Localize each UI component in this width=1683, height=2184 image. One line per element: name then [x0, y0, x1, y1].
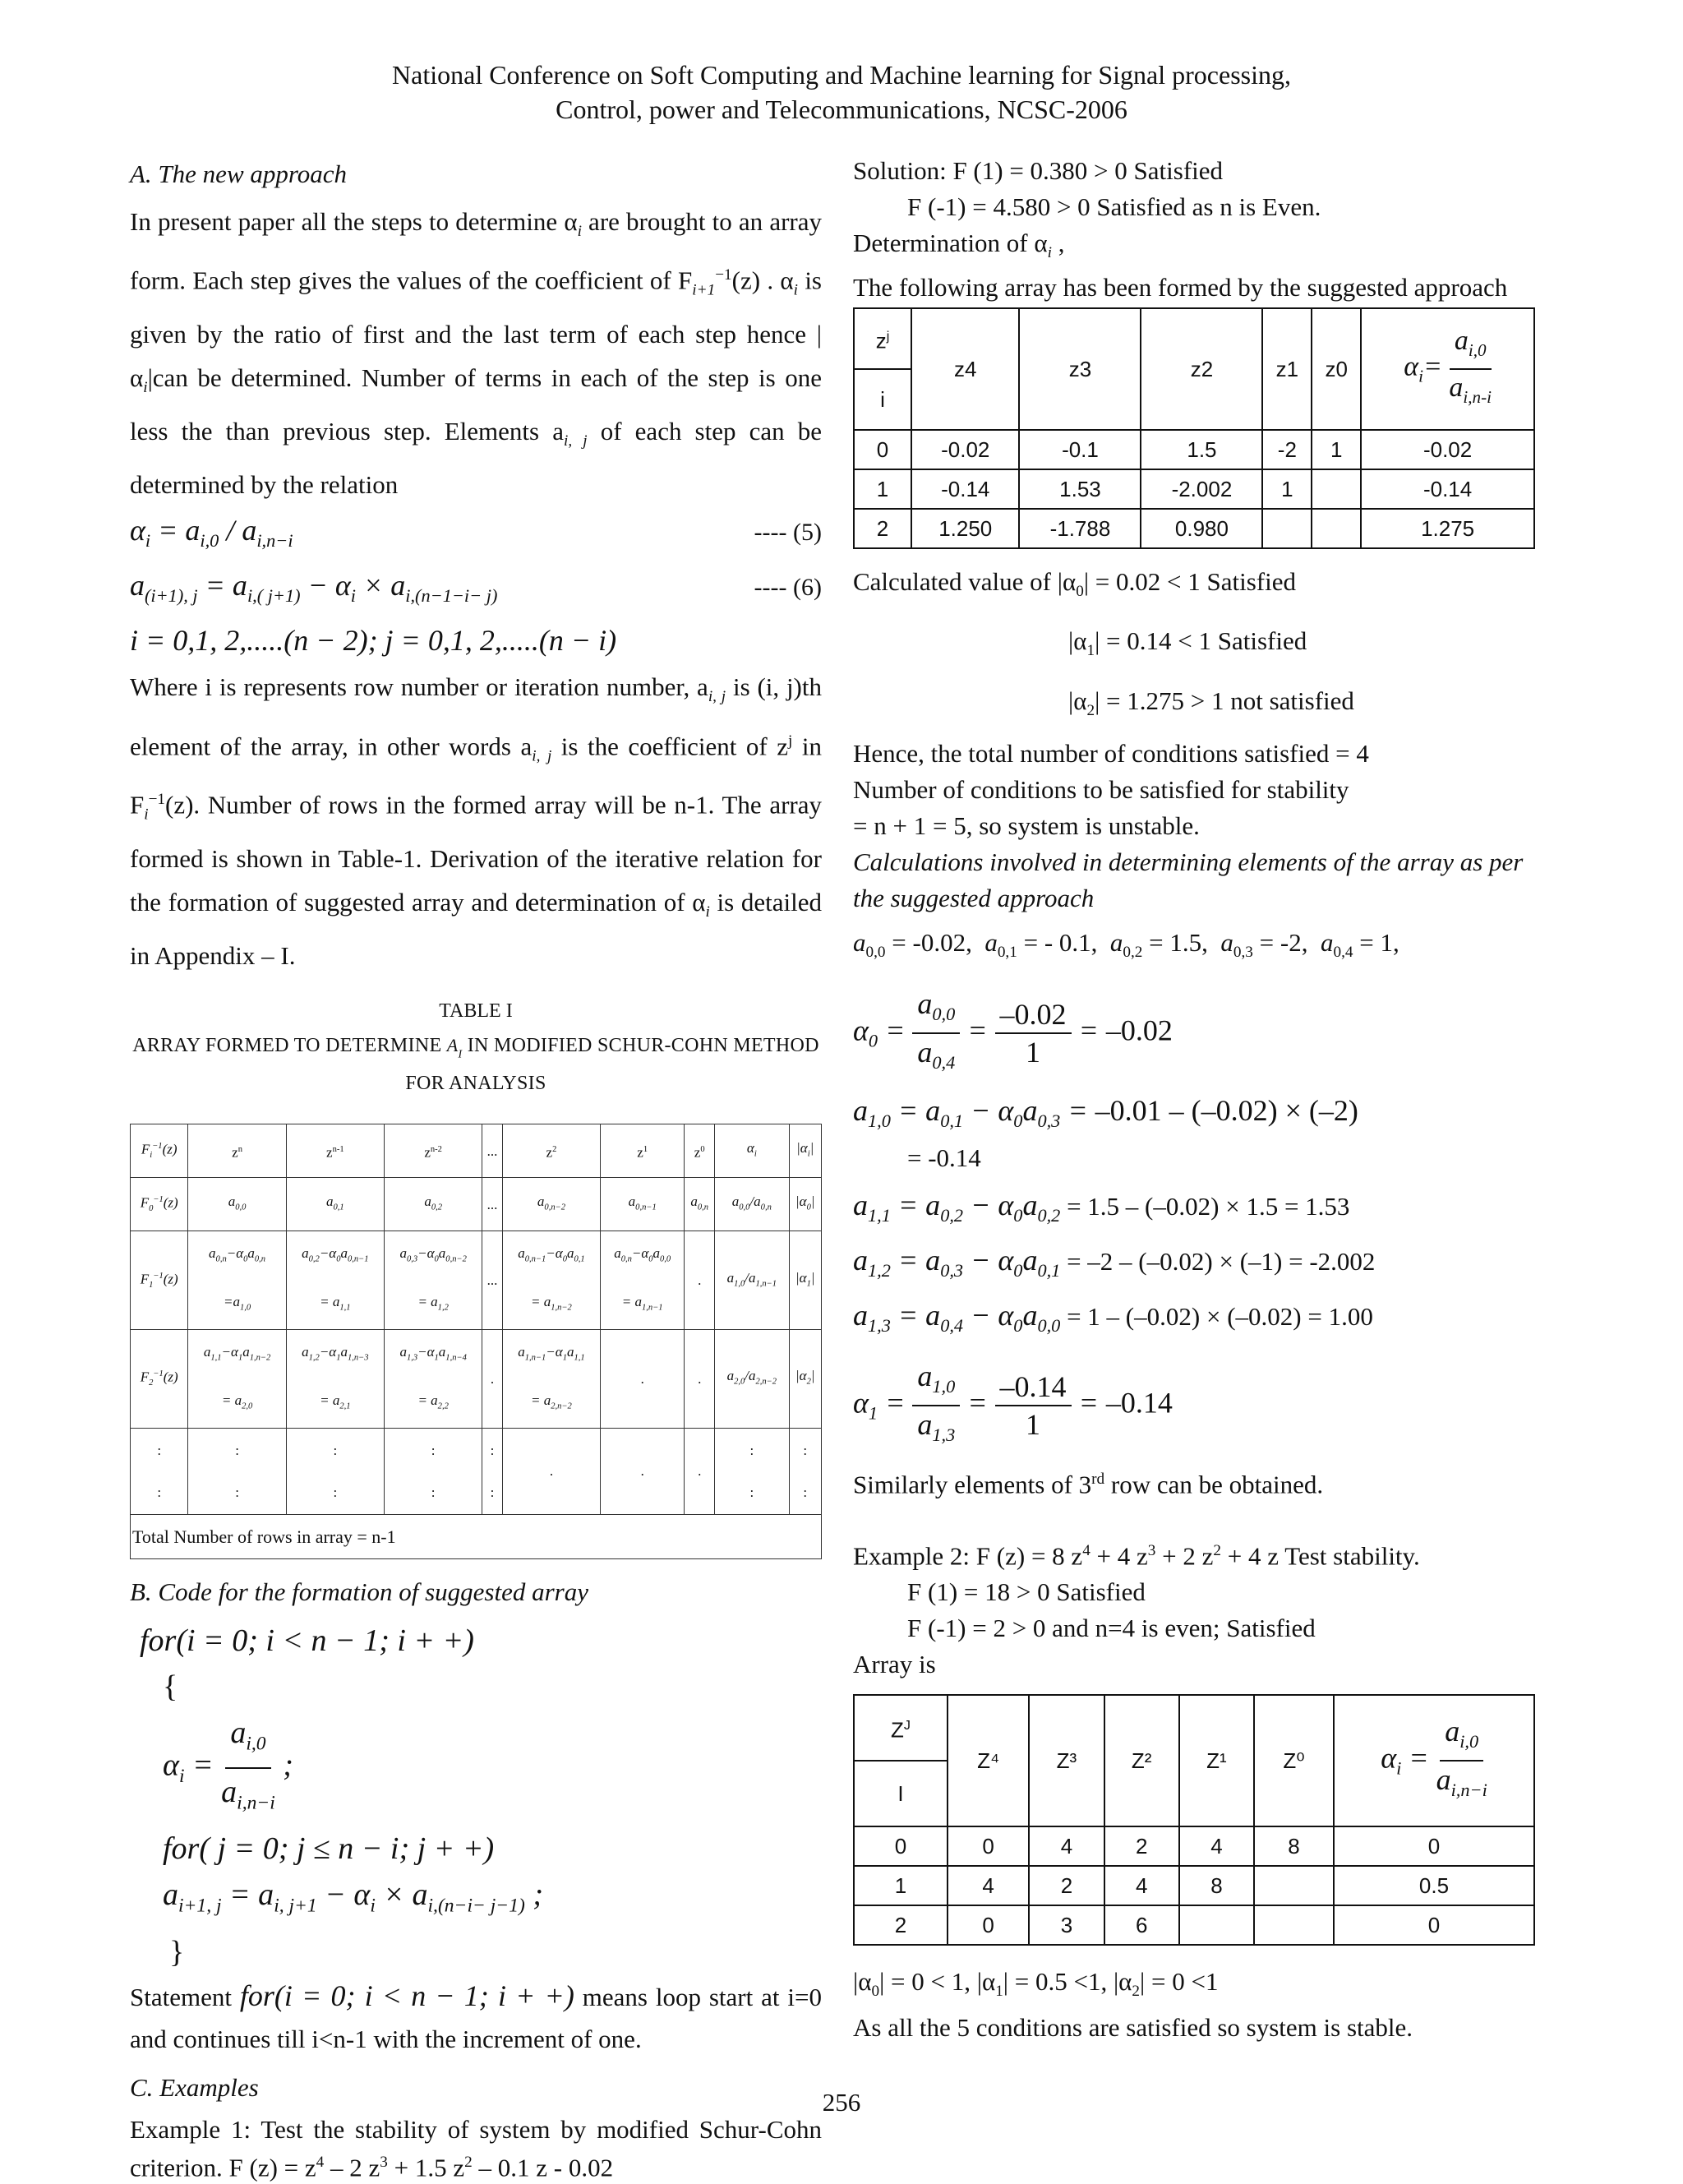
- example-2-alpha-checks: $|\alpha_0| = 0 < 1$, $|\alpha_1| = 0.5 <1$, $|\alpha_2| = 0 <1$: [853, 1967, 1219, 2001]
- page-number: 256: [822, 2088, 861, 2117]
- solution-line-1: Solution: F (1) = 0.380 > 0 Satisfied: [853, 156, 1224, 185]
- a1-equations: $a_{1,1} = a_{0,2} - \alpha_0a_{0,2} = 1.5 - (-0.02) \times 1.5 = 1.53$ $a_{1,2} = a_{0,3} - \alpha_0a_{0,1} = -2 - (-0.02) \times (-1) = -2.002$ $a_{1,3} = a_{0,4} - \alpha_0a_{0,0} = 1 - (-0.02) \times (-0.02) = 1.00$: [853, 1188, 1376, 1337]
- table-row: 0 0 4 2 4 8 0: [854, 1826, 1534, 1866]
- equation-6: $a_{(i+1), j} = a_{i,( j+1)} - \alpha_i \times a_{i,(n-1-i- j)}$ ---- (6): [130, 569, 822, 607]
- similarly-line: Similarly elements of 3rd row can be obtained.: [853, 1470, 1324, 1499]
- right-column: [853, 153, 1545, 2046]
- example-2-f-1: F (-1) = 2 > 0 and n=4 is even; Satisfied: [907, 1614, 1316, 1643]
- alpha-checks: Calculated value of $|\alpha_0| = 0.02 < 1$ Satisfied $|\alpha_1| = 0.14 < 1$ Satisfied $|\alpha_2| = 1.275 > 1$ not satisfied: [853, 567, 1354, 719]
- statement-paragraph: Statement for(i = 0; i < n − 1; i + +) means loop start at i=0 and continues till i<n-1 with the increment of one.: [130, 1979, 822, 2053]
- table-row: 2 1.250 -1.788 0.980 1.275: [854, 509, 1534, 548]
- initial-values: $a_{0,0} = -0.02$, $a_{0,1}$ = - 0.1, $a_{0,2} = 1.5$, $a_{0,3} = -2$, $a_{0,4} = 1$,: [853, 927, 1399, 961]
- table-1-caption: TABLE I ARRAY FORMED TO DETERMINE $\alpha_i$ IN MODIFIED SCHUR-COHN METHOD FOR ANALYSIS: [130, 995, 822, 1099]
- left-column: [130, 153, 822, 2184]
- section-c-heading: C. Examples: [130, 2072, 259, 2102]
- example-2-line: Example 2: F (z) = 8 $z^4 + 4$ $z^3 + 2$ $z^2 + 4$ z Test stability.: [853, 1541, 1420, 1571]
- intro-paragraph: In present paper all the steps to determine $\alpha_i$ are brought to an array form. Each step gives the values of the coefficient of $F_{i+1}^{-1}(z)$ . $\alpha_i$ is given by the ratio of first and the last term of each step hence $|\alpha_i|can$ be determined. Number of terms in each of the step is one less the than previous step. Elements $a_{i, j}$ of each step can be determined by the relation: [130, 207, 822, 500]
- table-row: 2 0 3 6 0: [854, 1905, 1534, 1945]
- array-is-label: Array is: [853, 1650, 936, 1679]
- section-b-heading: B. Code for the formation of suggested array: [130, 1577, 588, 1606]
- alpha0-equation: $\alpha_0$ = $\frac{a_{0,0}}{a_{0,4}}$ = $\frac{-0.02}{1}$ = –0.02: [853, 986, 1173, 1074]
- table-1-footer: Total Number of rows in array = n-1: [131, 1514, 822, 1558]
- hence-line-2: Number of conditions to be satisfied for stability: [853, 774, 1349, 804]
- section-a-heading: A. The new approach: [130, 159, 348, 188]
- equation-index-range: i = 0,1, 2,.....(n − 2); j = 0,1, 2,.....(n − i): [130, 624, 617, 658]
- alpha1-equation: $\alpha_1$ = $\frac{a_{1,0}}{a_{1,3}}$ = $\frac{-0.14}{1}$ = –0.14: [853, 1360, 1173, 1446]
- a10-equation: $a_{1,0} = a_{0,1} - \alpha_0a_{0,3} = -0.01 - (-0.02) \times (-2)$: [853, 1094, 1358, 1132]
- example-2-f1: F (1) = 18 > 0 Satisfied: [907, 1577, 1146, 1607]
- hence-line-3: = n + 1 = 5, so system is unstable.: [853, 810, 1200, 840]
- solution-line-2: F (-1) = 4.580 > 0 Satisfied as n is Even.: [907, 192, 1321, 221]
- hence-line-1: Hence, the total number of conditions satisfied = 4: [853, 738, 1369, 768]
- a10-result: = -0.14: [907, 1143, 981, 1172]
- code-block: for(i = 0; i < n − 1; i + +) { $\alpha_i$ = $\frac{a_{i,0}}{a_{i,n-i}}$ ; for( j = 0; j ≤ n − i; j + +) $a_{i+1, j} = a_{i, j+1} - \alpha_i \times a_{i,(n-i- j-1)}$ ; }: [140, 1623, 543, 1969]
- array-intro: The following array has been formed by the suggested approach: [853, 273, 1508, 302]
- table-row: 0 -0.02 -0.1 1.5 -2 1 -0.02: [854, 430, 1534, 469]
- table-row: 1 -0.14 1.53 -2.002 1 -0.14: [854, 469, 1534, 509]
- table-row: 1 4 2 4 8 0.5: [854, 1866, 1534, 1905]
- equation-5: $\alpha_i = a_{i,0} / a_{i,n-i}$ ---- (5): [130, 514, 822, 552]
- example-1-array-table: $z^j$ z4 z3 z2 z1 z0 $\alpha_i=$ $\frac{a_{i,0}}{a_{i,n-i}}$ i 0 -0.02 -0.1 1.5 -2 1 -0.02 1 -0.14 1.53 -2.002 1 -0.14 2 1.250 -1.788 0.980 1.275: [853, 307, 1535, 549]
- header-line-1: National Conference on Soft Computing and Machine learning for Signal processing,: [392, 60, 1291, 90]
- conference-header: [0, 58, 1683, 127]
- example-1-text: Example 1: Test the stability of system by modified Schur-Cohn criterion. F $(z) = z^4 - 2$ $z^3 + 1.5$ $z^2 - 0.1$ z - 0.02: [130, 2114, 822, 2182]
- example-2-array-table: $Z^J$ Z⁴ Z³ Z² Z¹ Z⁰ $\alpha_i$ = $\frac{a_{i,0}}{a_{i,n-i}}$ I 0 0 4 2 4 8 0 1 4 2 4 8 0.5 2 0 3 6 0: [853, 1694, 1535, 1946]
- header-line-2: Control, power and Telecommunications, NCSC-2006: [556, 95, 1127, 124]
- calculations-heading: Calculations involved in determining elements of the array as per the suggested approach: [853, 847, 1524, 912]
- table-1-title: TABLE I: [439, 1000, 513, 1022]
- determination-line: Determination of $\alpha_i$ ,: [853, 229, 1065, 262]
- table-1: $F_i^{-1}(z)$ $z^n$ $z^{n-1}$ $z^{n-2}$ ... $z^2$ $z^1$ $z^0$ $\alpha_i$ $|\alpha_i|$ $F_0^{-1}(z)$ $a_{0,0}$ $a_{0,1}$ $a_{0,2}$ ... $a_{0,n-2}$ $a_{0,n-1}$ $a_{0,n}$ $a_{0,0}/a_{0,n}$ $|\alpha_0|$ $F_1^{-1}(z)$ $a_{0,n}-\alpha_0a_{0,n}$ $=a_{1,0}$ $a_{0,2}-\alpha_0a_{0,n-1}$ = $a_{1,1}$ $a_{0,3}-\alpha_0a_{0,n-2}$ = $a_{1,2}$ ... $a_{0,n-1}-\alpha_0a_{0,1}$ = $a_{1,n-2}$ $a_{0,n}-\alpha_0a_{0,0}$ = $a_{1,n-1}$ . $a_{1,0}/a_{1,n-1}$ $|\alpha_1|$ $F_2^{-1}(z)$ $a_{1,1}-\alpha_1a_{1,n-2}$ = $a_{2,0}$ $a_{1,2}-\alpha_1a_{1,n-3}$ = $a_{2,1}$ $a_{1,3}-\alpha_1a_{1,n-4}$ = $a_{2,2}$ . $a_{1,n-1}-\alpha_1a_{1,1}$ = $a_{2,n-2}$ . . $a_{2,0}/a_{2,n-2}$ $|\alpha_2|$ : : : : : : : : : : . . . : : : : Total Number of rows in array = n-1: [130, 1124, 822, 1559]
- array-paragraph: Where i is represents row number or iteration number, $a_{i, j}$ is (i, j)th element of the array, in other words $a_{i, j}$ is the coefficient of $z^j$ in $F_i^{-1}(z)$. Number of rows in the formed array will be n-1. The array formed is shown in Table-1. Derivation of the iterative relation for the formation of suggested array and determination of $\alpha_i$ is detailed in Appendix – I.: [130, 672, 822, 970]
- conclusion: As all the 5 conditions are satisfied so system is stable.: [853, 2013, 1413, 2043]
